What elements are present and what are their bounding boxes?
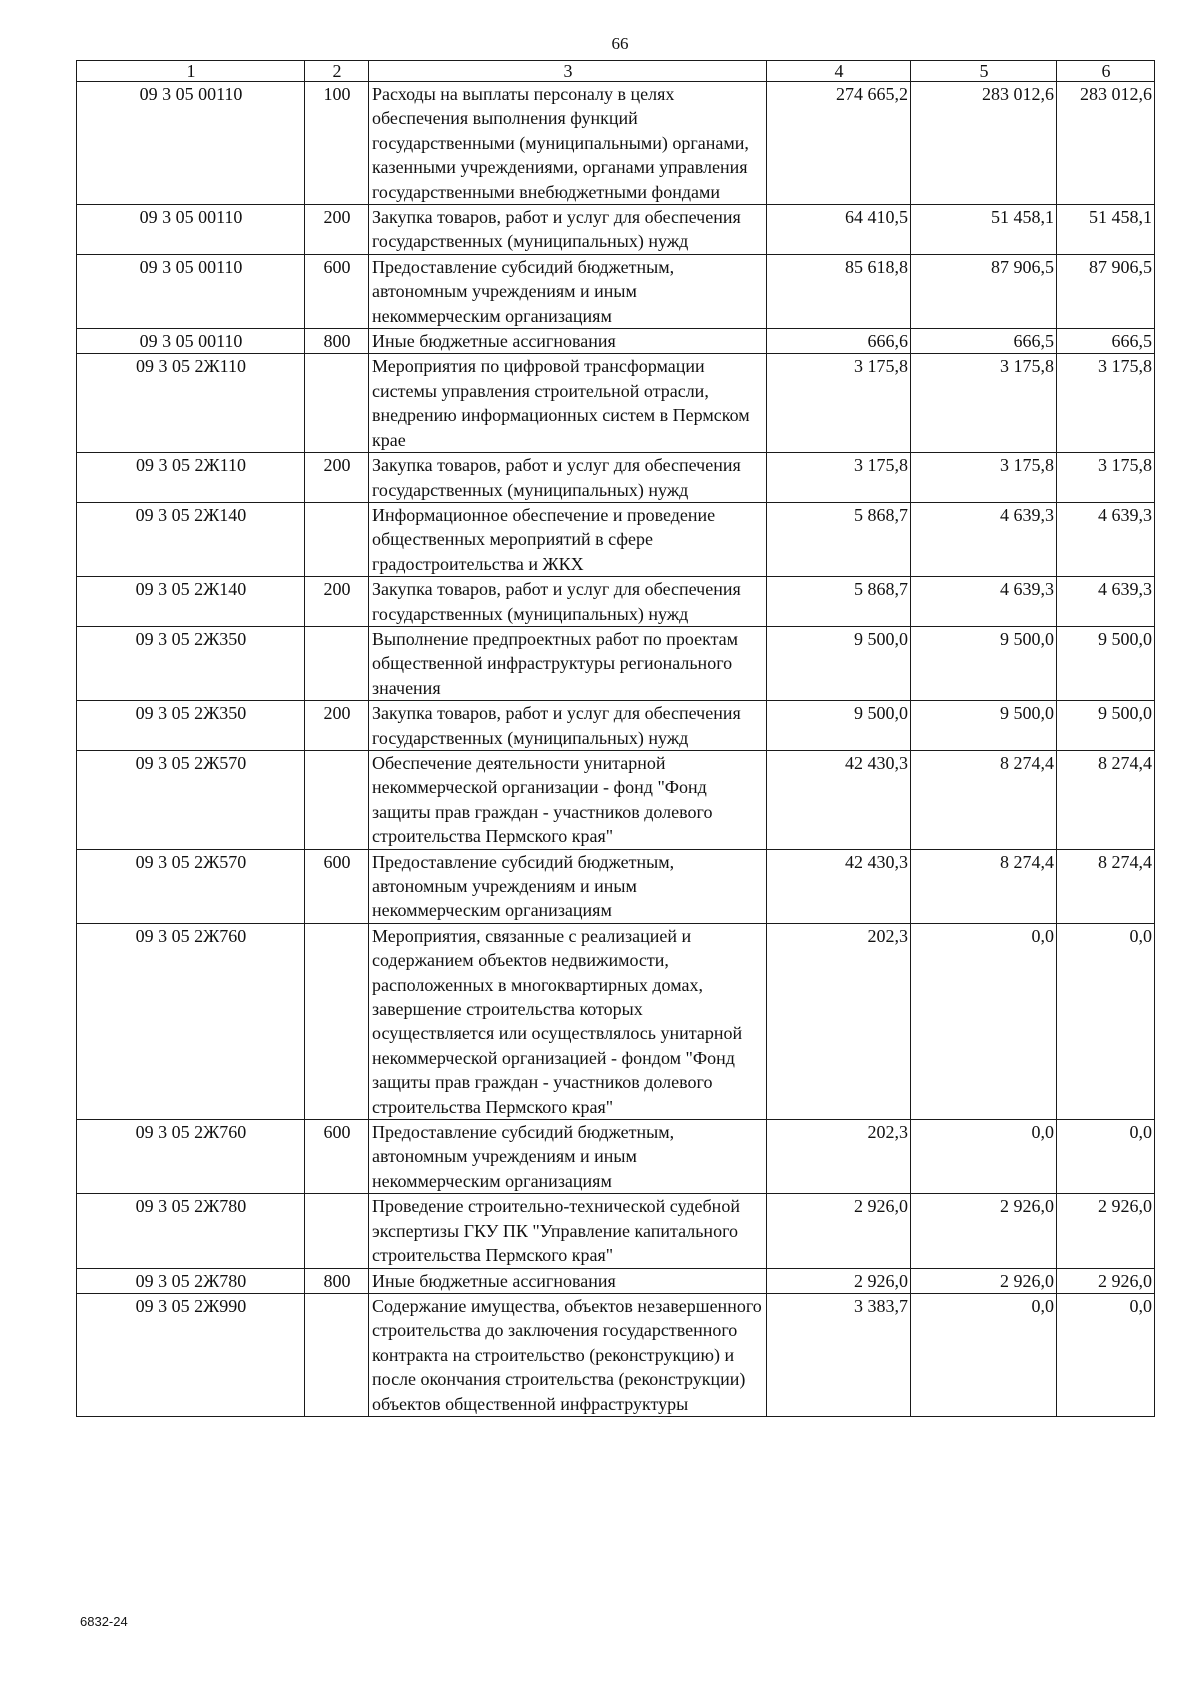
row-amount-col5: 2 926,0	[911, 1194, 1057, 1268]
column-header-4: 4	[767, 61, 911, 82]
row-amount-col6: 8 274,4	[1057, 750, 1155, 849]
row-name: Закупка товаров, работ и услуг для обеспечения государственных (муниципальных) нужд	[369, 205, 767, 255]
row-name: Выполнение предпроектных работ по проектам общественной инфраструктуры регионального значения	[369, 626, 767, 700]
row-code: 09 3 05 00110	[77, 254, 305, 328]
row-code: 09 3 05 2Ж140	[77, 577, 305, 627]
column-header-2: 2	[305, 61, 369, 82]
table-row	[77, 1194, 1155, 1268]
row-amount-col4: 3 175,8	[767, 453, 911, 503]
row-expense-type: 800	[305, 1268, 369, 1293]
row-amount-col5: 9 500,0	[911, 626, 1057, 700]
row-code: 09 3 05 2Ж110	[77, 354, 305, 453]
table-row	[77, 849, 1155, 923]
row-amount-col4: 42 430,3	[767, 750, 911, 849]
row-amount-col5: 87 906,5	[911, 254, 1057, 328]
row-expense-type: 800	[305, 329, 369, 354]
row-expense-type: 100	[305, 82, 369, 205]
row-code: 09 3 05 2Ж570	[77, 849, 305, 923]
row-expense-type: 600	[305, 1120, 369, 1194]
table-row	[77, 923, 1155, 1119]
row-amount-col4: 274 665,2	[767, 82, 911, 205]
row-code: 09 3 05 2Ж140	[77, 502, 305, 576]
row-code: 09 3 05 2Ж780	[77, 1194, 305, 1268]
row-name: Предоставление субсидий бюджетным, автономным учреждениям и иным некоммерческим организациям	[369, 254, 767, 328]
row-amount-col6: 2 926,0	[1057, 1194, 1155, 1268]
row-amount-col6: 3 175,8	[1057, 354, 1155, 453]
row-code: 09 3 05 2Ж780	[77, 1268, 305, 1293]
row-amount-col4: 3 383,7	[767, 1293, 911, 1416]
row-expense-type: 200	[305, 205, 369, 255]
table-row	[77, 502, 1155, 576]
row-code: 09 3 05 2Ж350	[77, 626, 305, 700]
table-row	[77, 626, 1155, 700]
row-expense-type	[305, 1293, 369, 1416]
row-amount-col5: 9 500,0	[911, 701, 1057, 751]
row-amount-col5: 8 274,4	[911, 750, 1057, 849]
row-amount-col5: 8 274,4	[911, 849, 1057, 923]
row-code: 09 3 05 00110	[77, 82, 305, 205]
row-name: Закупка товаров, работ и услуг для обеспечения государственных (муниципальных) нужд	[369, 453, 767, 503]
row-amount-col5: 0,0	[911, 923, 1057, 1119]
row-amount-col5: 0,0	[911, 1120, 1057, 1194]
row-name: Мероприятия по цифровой трансформации системы управления строительной отрасли, внедрению информационных систем в Пермском крае	[369, 354, 767, 453]
row-expense-type: 600	[305, 849, 369, 923]
row-amount-col4: 202,3	[767, 923, 911, 1119]
row-code: 09 3 05 2Ж570	[77, 750, 305, 849]
row-name: Содержание имущества, объектов незавершенного строительства до заключения государственного контракта на строительство (реконструкцию) и после окончания строительства (реконструкции) объектов общественной инфраструктуры	[369, 1293, 767, 1416]
row-name: Предоставление субсидий бюджетным, автономным учреждениям и иным некоммерческим организациям	[369, 849, 767, 923]
row-amount-col4: 85 618,8	[767, 254, 911, 328]
row-amount-col4: 64 410,5	[767, 205, 911, 255]
column-header-6: 6	[1057, 61, 1155, 82]
table-row	[77, 82, 1155, 205]
row-amount-col4: 2 926,0	[767, 1268, 911, 1293]
row-amount-col6: 666,5	[1057, 329, 1155, 354]
row-name: Обеспечение деятельности унитарной некоммерческой организации - фонд "Фонд защиты прав граждан - участников долевого строительства Пермского края"	[369, 750, 767, 849]
row-expense-type: 200	[305, 577, 369, 627]
row-amount-col5: 666,5	[911, 329, 1057, 354]
row-amount-col4: 202,3	[767, 1120, 911, 1194]
row-code: 09 3 05 2Ж110	[77, 453, 305, 503]
row-expense-type: 200	[305, 701, 369, 751]
row-amount-col6: 87 906,5	[1057, 254, 1155, 328]
row-expense-type	[305, 923, 369, 1119]
row-name: Проведение строительно-технической судебной экспертизы ГКУ ПК "Управление капитального строительства Пермского края"	[369, 1194, 767, 1268]
row-name: Иные бюджетные ассигнования	[369, 1268, 767, 1293]
row-amount-col5: 3 175,8	[911, 354, 1057, 453]
row-amount-col5: 283 012,6	[911, 82, 1057, 205]
table-row	[77, 750, 1155, 849]
row-amount-col4: 666,6	[767, 329, 911, 354]
row-amount-col4: 5 868,7	[767, 502, 911, 576]
row-amount-col6: 283 012,6	[1057, 82, 1155, 205]
row-amount-col5: 0,0	[911, 1293, 1057, 1416]
row-code: 09 3 05 00110	[77, 205, 305, 255]
row-amount-col6: 2 926,0	[1057, 1268, 1155, 1293]
table-row	[77, 453, 1155, 503]
row-code: 09 3 05 2Ж990	[77, 1293, 305, 1416]
table-body	[77, 82, 1155, 1417]
row-amount-col5: 4 639,3	[911, 577, 1057, 627]
header-row	[77, 61, 1155, 82]
row-code: 09 3 05 00110	[77, 329, 305, 354]
row-expense-type	[305, 354, 369, 453]
table-row	[77, 205, 1155, 255]
row-expense-type	[305, 750, 369, 849]
row-name: Закупка товаров, работ и услуг для обеспечения государственных (муниципальных) нужд	[369, 701, 767, 751]
budget-table	[76, 60, 1155, 1417]
table-row	[77, 1268, 1155, 1293]
row-amount-col4: 9 500,0	[767, 701, 911, 751]
row-amount-col6: 3 175,8	[1057, 453, 1155, 503]
table-row	[77, 701, 1155, 751]
table-header	[77, 61, 1155, 82]
row-expense-type: 200	[305, 453, 369, 503]
row-name: Расходы на выплаты персоналу в целях обеспечения выполнения функций государственными (муниципальными) органами, казенными учреждениями, органами управления государственными внебюджетными фондами	[369, 82, 767, 205]
row-expense-type	[305, 1194, 369, 1268]
page-number: 66	[611, 34, 629, 53]
table-row	[77, 329, 1155, 354]
column-header-1: 1	[77, 61, 305, 82]
row-code: 09 3 05 2Ж760	[77, 923, 305, 1119]
row-amount-col5: 2 926,0	[911, 1268, 1057, 1293]
table-row	[77, 1293, 1155, 1416]
row-amount-col4: 2 926,0	[767, 1194, 911, 1268]
row-amount-col6: 8 274,4	[1057, 849, 1155, 923]
table-row	[77, 577, 1155, 627]
row-expense-type	[305, 626, 369, 700]
row-amount-col5: 51 458,1	[911, 205, 1057, 255]
row-amount-col4: 9 500,0	[767, 626, 911, 700]
row-amount-col6: 0,0	[1057, 1293, 1155, 1416]
row-name: Закупка товаров, работ и услуг для обеспечения государственных (муниципальных) нужд	[369, 577, 767, 627]
row-amount-col6: 9 500,0	[1057, 701, 1155, 751]
row-code: 09 3 05 2Ж760	[77, 1120, 305, 1194]
row-amount-col6: 0,0	[1057, 1120, 1155, 1194]
row-amount-col6: 0,0	[1057, 923, 1155, 1119]
column-header-5: 5	[911, 61, 1057, 82]
row-amount-col6: 4 639,3	[1057, 502, 1155, 576]
row-code: 09 3 05 2Ж350	[77, 701, 305, 751]
table-row	[77, 354, 1155, 453]
row-amount-col6: 51 458,1	[1057, 205, 1155, 255]
row-amount-col5: 3 175,8	[911, 453, 1057, 503]
row-name: Иные бюджетные ассигнования	[369, 329, 767, 354]
row-name: Мероприятия, связанные с реализацией и содержанием объектов недвижимости, расположенных в многоквартирных домах, завершение строительства которых осуществляется или осуществлялось унитарной некоммерческой организацией - фондом "Фонд защиты прав граждан - участников долевого строительства Пермского края"	[369, 923, 767, 1119]
row-amount-col4: 42 430,3	[767, 849, 911, 923]
column-header-3: 3	[369, 61, 767, 82]
table-row	[77, 254, 1155, 328]
row-amount-col6: 4 639,3	[1057, 577, 1155, 627]
row-expense-type	[305, 502, 369, 576]
row-amount-col4: 5 868,7	[767, 577, 911, 627]
row-amount-col5: 4 639,3	[911, 502, 1057, 576]
table-row	[77, 1120, 1155, 1194]
document-id: 6832-24	[80, 1614, 128, 1629]
row-name: Предоставление субсидий бюджетным, автономным учреждениям и иным некоммерческим организациям	[369, 1120, 767, 1194]
row-name: Информационное обеспечение и проведение общественных мероприятий в сфере градостроительства и ЖКХ	[369, 502, 767, 576]
row-amount-col6: 9 500,0	[1057, 626, 1155, 700]
row-amount-col4: 3 175,8	[767, 354, 911, 453]
row-expense-type: 600	[305, 254, 369, 328]
